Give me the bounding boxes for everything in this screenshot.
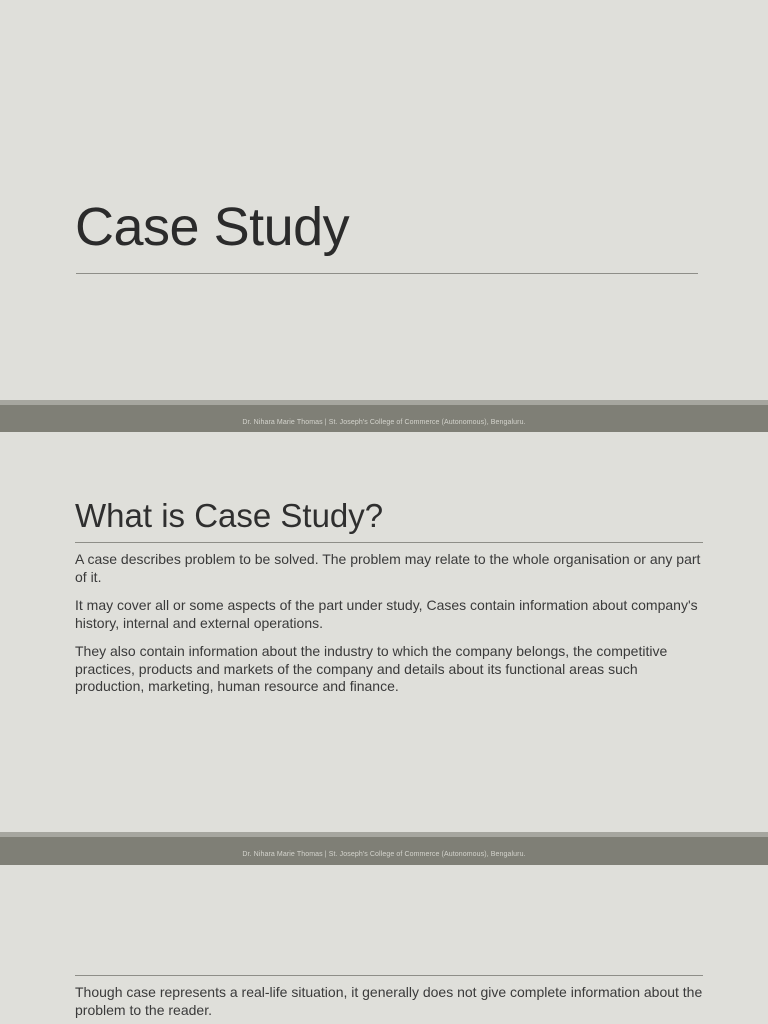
heading-divider [75, 542, 703, 543]
body-paragraph: A case describes problem to be solved. The problem may relate to the whole organisation or any part of it. [75, 551, 701, 585]
slide-continued [0, 865, 768, 1024]
footer-credit: Dr. Nihara Marie Thomas | St. Joseph's College of Commerce (Autonomous), Bengaluru. [242, 851, 526, 858]
slide-body [75, 551, 710, 707]
slide-body [75, 984, 710, 1024]
slide-footer [0, 832, 768, 865]
slide-footer [0, 400, 768, 432]
slide-what-is-case-study [0, 432, 768, 832]
slide-title-heading: Case Study [75, 197, 350, 257]
body-paragraph: Though case represents a real-life situation, it generally does not give complete information about the problem to the reader. [75, 984, 703, 1018]
slide-title [0, 0, 768, 400]
footer-credit: Dr. Nihara Marie Thomas | St. Joseph's College of Commerce (Autonomous), Bengaluru. [242, 419, 526, 426]
title-divider [76, 273, 698, 274]
body-paragraph: It may cover all or some aspects of the part under study, Cases contain information about company's history, internal and external operations. [75, 597, 698, 631]
slide-heading: What is Case Study? [75, 497, 384, 534]
heading-divider [75, 975, 703, 976]
body-paragraph: They also contain information about the industry to which the company belongs, the competitive practices, products and markets of the company and details about its functional areas such production, marketing, human resource and finance. [75, 643, 668, 694]
footer-stripe [0, 400, 768, 405]
footer-stripe [0, 832, 768, 837]
